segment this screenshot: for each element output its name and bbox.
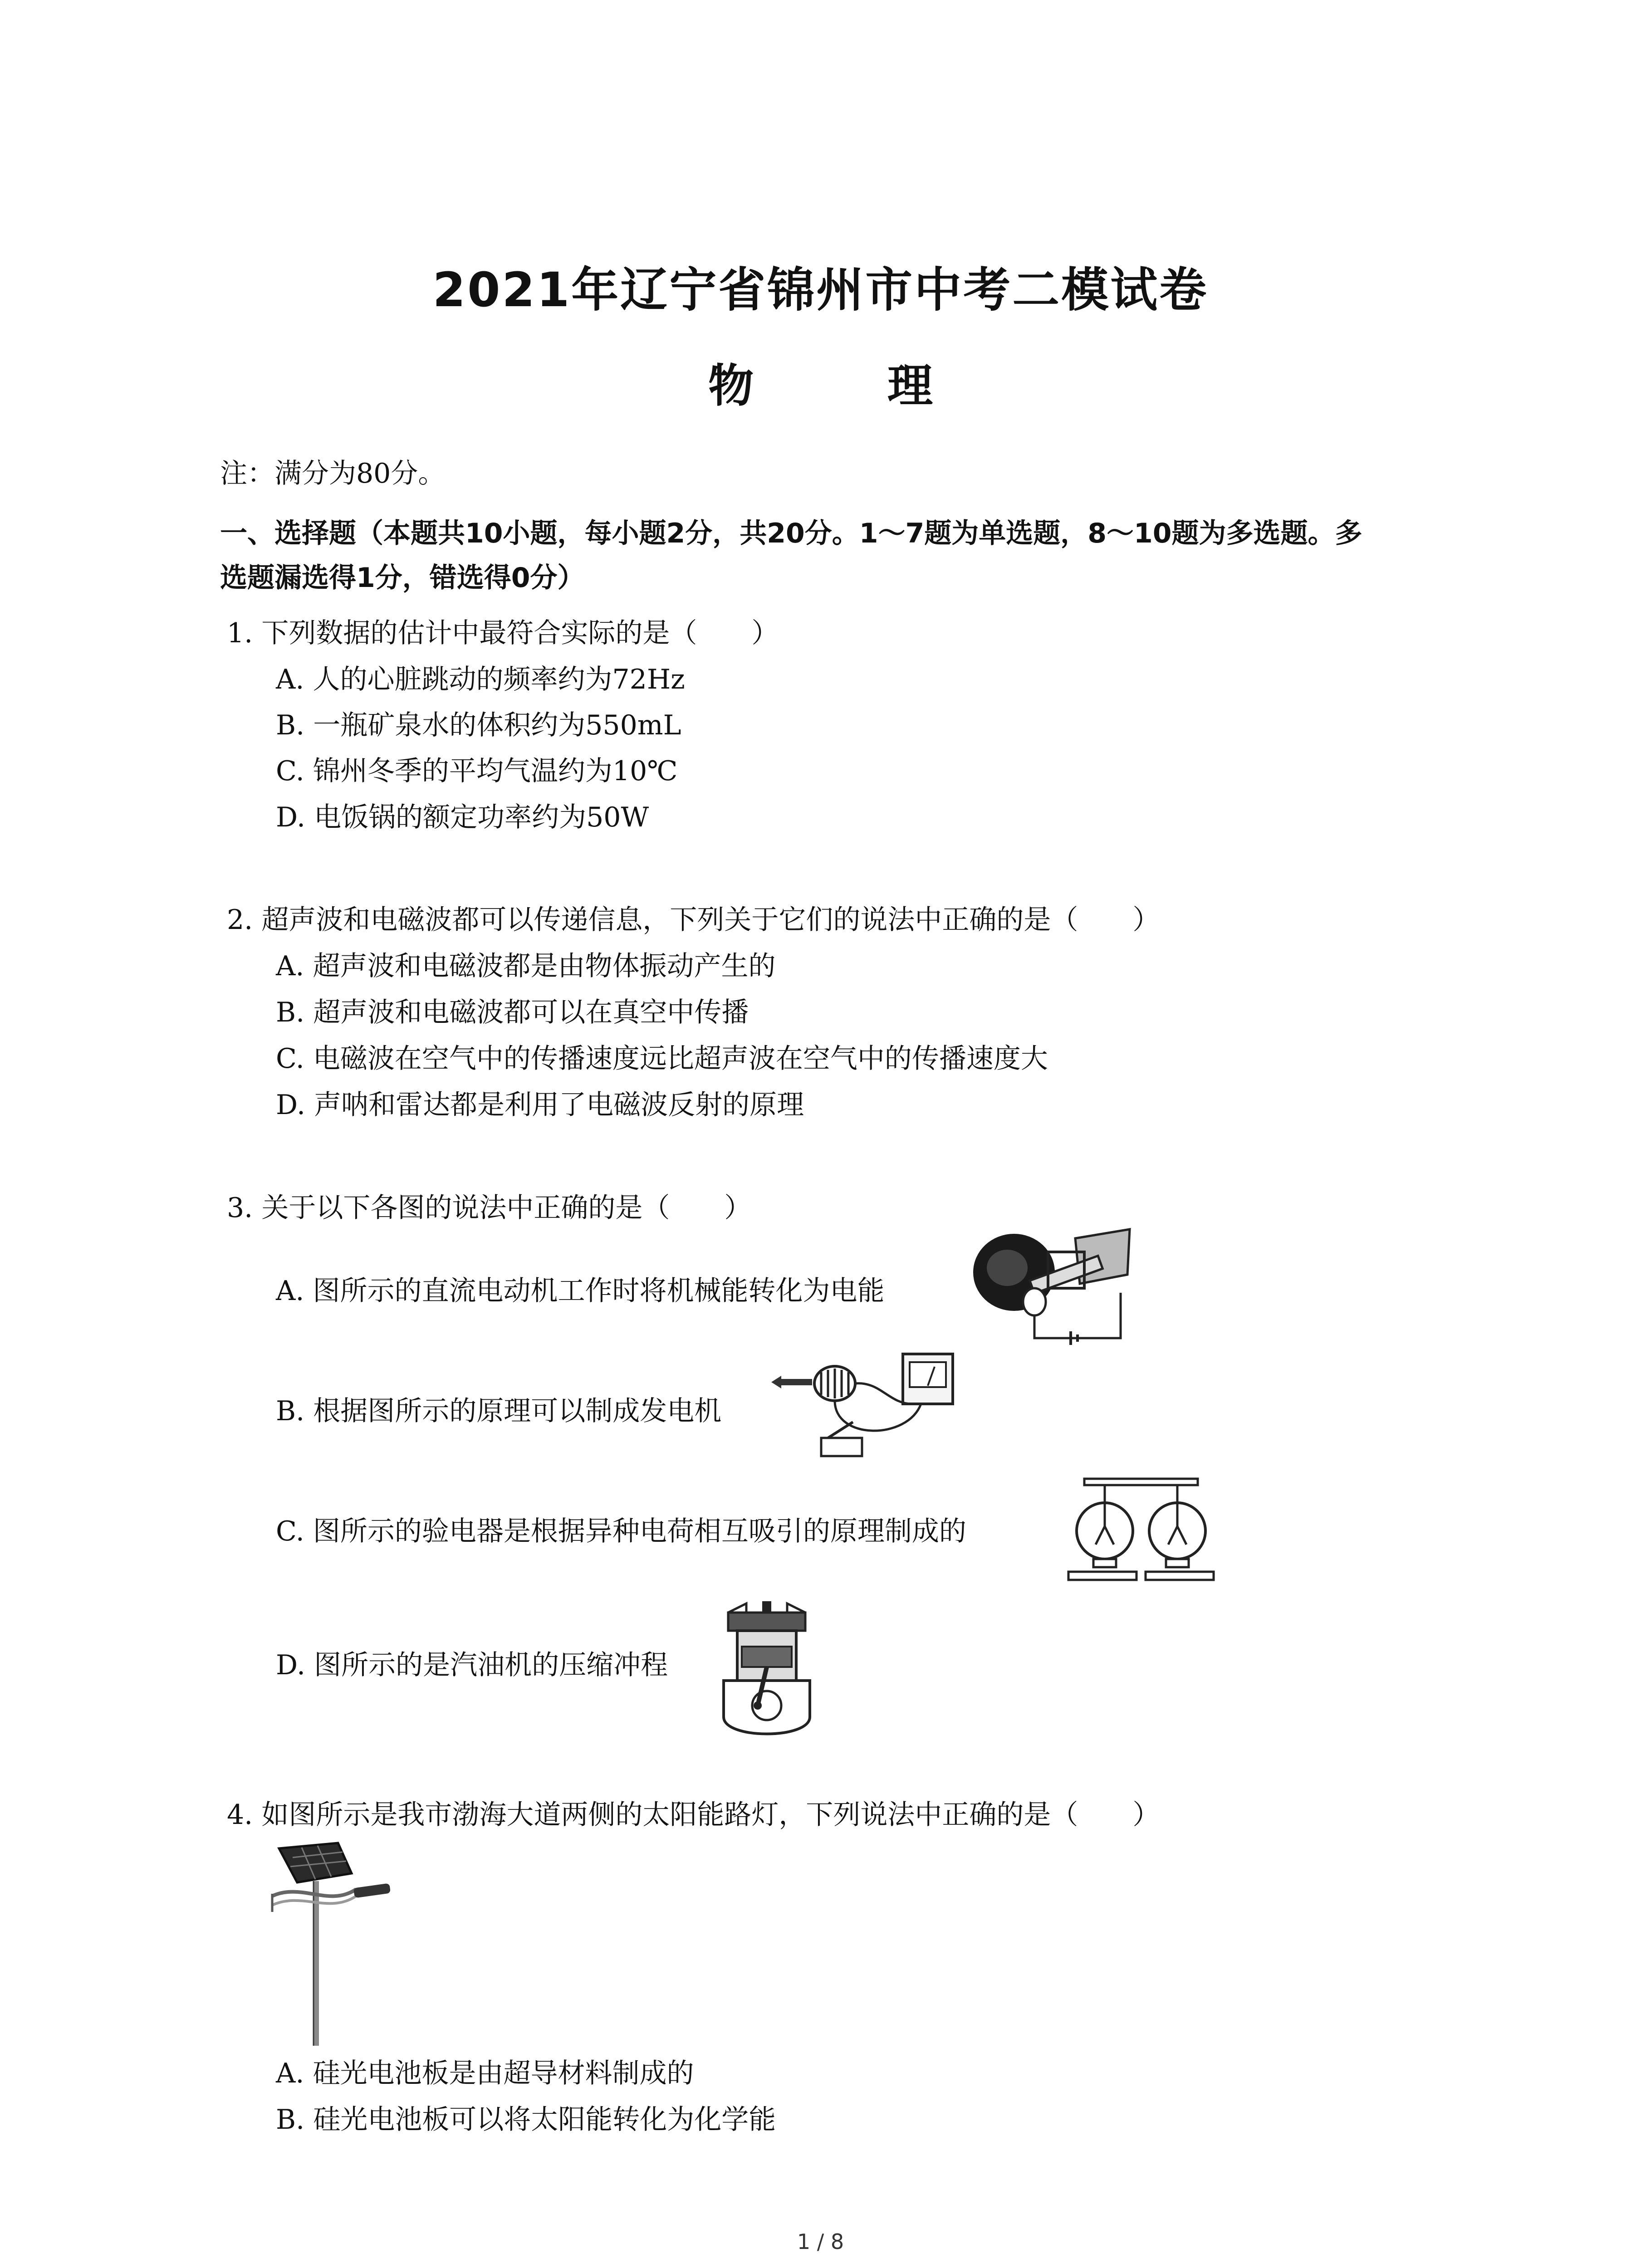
question-2-option-b[interactable]: B. 超声波和电磁波都可以在真空中传播	[276, 997, 749, 1028]
question-3-option-d[interactable]: D. 图所示的是汽油机的压缩冲程	[276, 1649, 668, 1681]
question-3-stem: 3. 关于以下各图的说法中正确的是（ ）	[227, 1192, 752, 1224]
solar-street-lamp-figure	[265, 1839, 402, 2053]
question-2-option-a[interactable]: A. 超声波和电磁波都是由物体振动产生的	[276, 950, 776, 982]
section-heading-line-1: 一、选择题（本题共10小题，每小题2分，共20分。1～7题为单选题，8～10题为多选题。多	[220, 518, 1362, 549]
page-number: 1 / 8	[797, 2229, 844, 2254]
electroscope-figure	[1066, 1476, 1216, 1585]
question-2-option-d[interactable]: D. 声呐和雷达都是利用了电磁波反射的原理	[276, 1089, 804, 1121]
question-1-stem: 1. 下列数据的估计中最符合实际的是（ ）	[227, 617, 779, 649]
question-4-option-a[interactable]: A. 硅光电池板是由超导材料制成的	[276, 2058, 694, 2089]
question-2-option-c[interactable]: C. 电磁波在空气中的传播速度远比超声波在空气中的传播速度大	[276, 1043, 1048, 1075]
galvanometer-figure	[771, 1349, 962, 1465]
gasoline-engine-figure	[719, 1599, 814, 1740]
question-4-option-b[interactable]: B. 硅光电池板可以将太阳能转化为化学能	[276, 2104, 776, 2136]
question-3-option-a[interactable]: A. 图所示的直流电动机工作时将机械能转化为电能	[276, 1275, 885, 1307]
page-title: 2021年辽宁省锦州市中考二模试卷	[432, 262, 1209, 318]
question-1-option-d[interactable]: D. 电饭锅的额定功率约为50W	[276, 802, 649, 833]
subject-title: 物 理	[708, 359, 992, 412]
dc-motor-figure	[971, 1225, 1134, 1349]
section-heading-line-2: 选题漏选得1分，错选得0分）	[220, 562, 585, 594]
question-1-option-c[interactable]: C. 锦州冬季的平均气温约为10℃	[276, 755, 678, 787]
question-2-stem: 2. 超声波和电磁波都可以传递信息，下列关于它们的说法中正确的是（ ）	[227, 904, 1160, 936]
question-3-option-c[interactable]: C. 图所示的验电器是根据异种电荷相互吸引的原理制成的	[276, 1515, 966, 1547]
question-3-option-b[interactable]: B. 根据图所示的原理可以制成发电机	[276, 1395, 722, 1427]
score-note: 注：满分为80分。	[220, 458, 446, 489]
question-1-option-a[interactable]: A. 人的心脏跳动的频率约为72Hz	[276, 664, 685, 695]
question-1-option-b[interactable]: B. 一瓶矿泉水的体积约为550mL	[276, 709, 681, 741]
question-4-stem: 4. 如图所示是我市渤海大道两侧的太阳能路灯，下列说法中正确的是（ ）	[227, 1799, 1160, 1831]
